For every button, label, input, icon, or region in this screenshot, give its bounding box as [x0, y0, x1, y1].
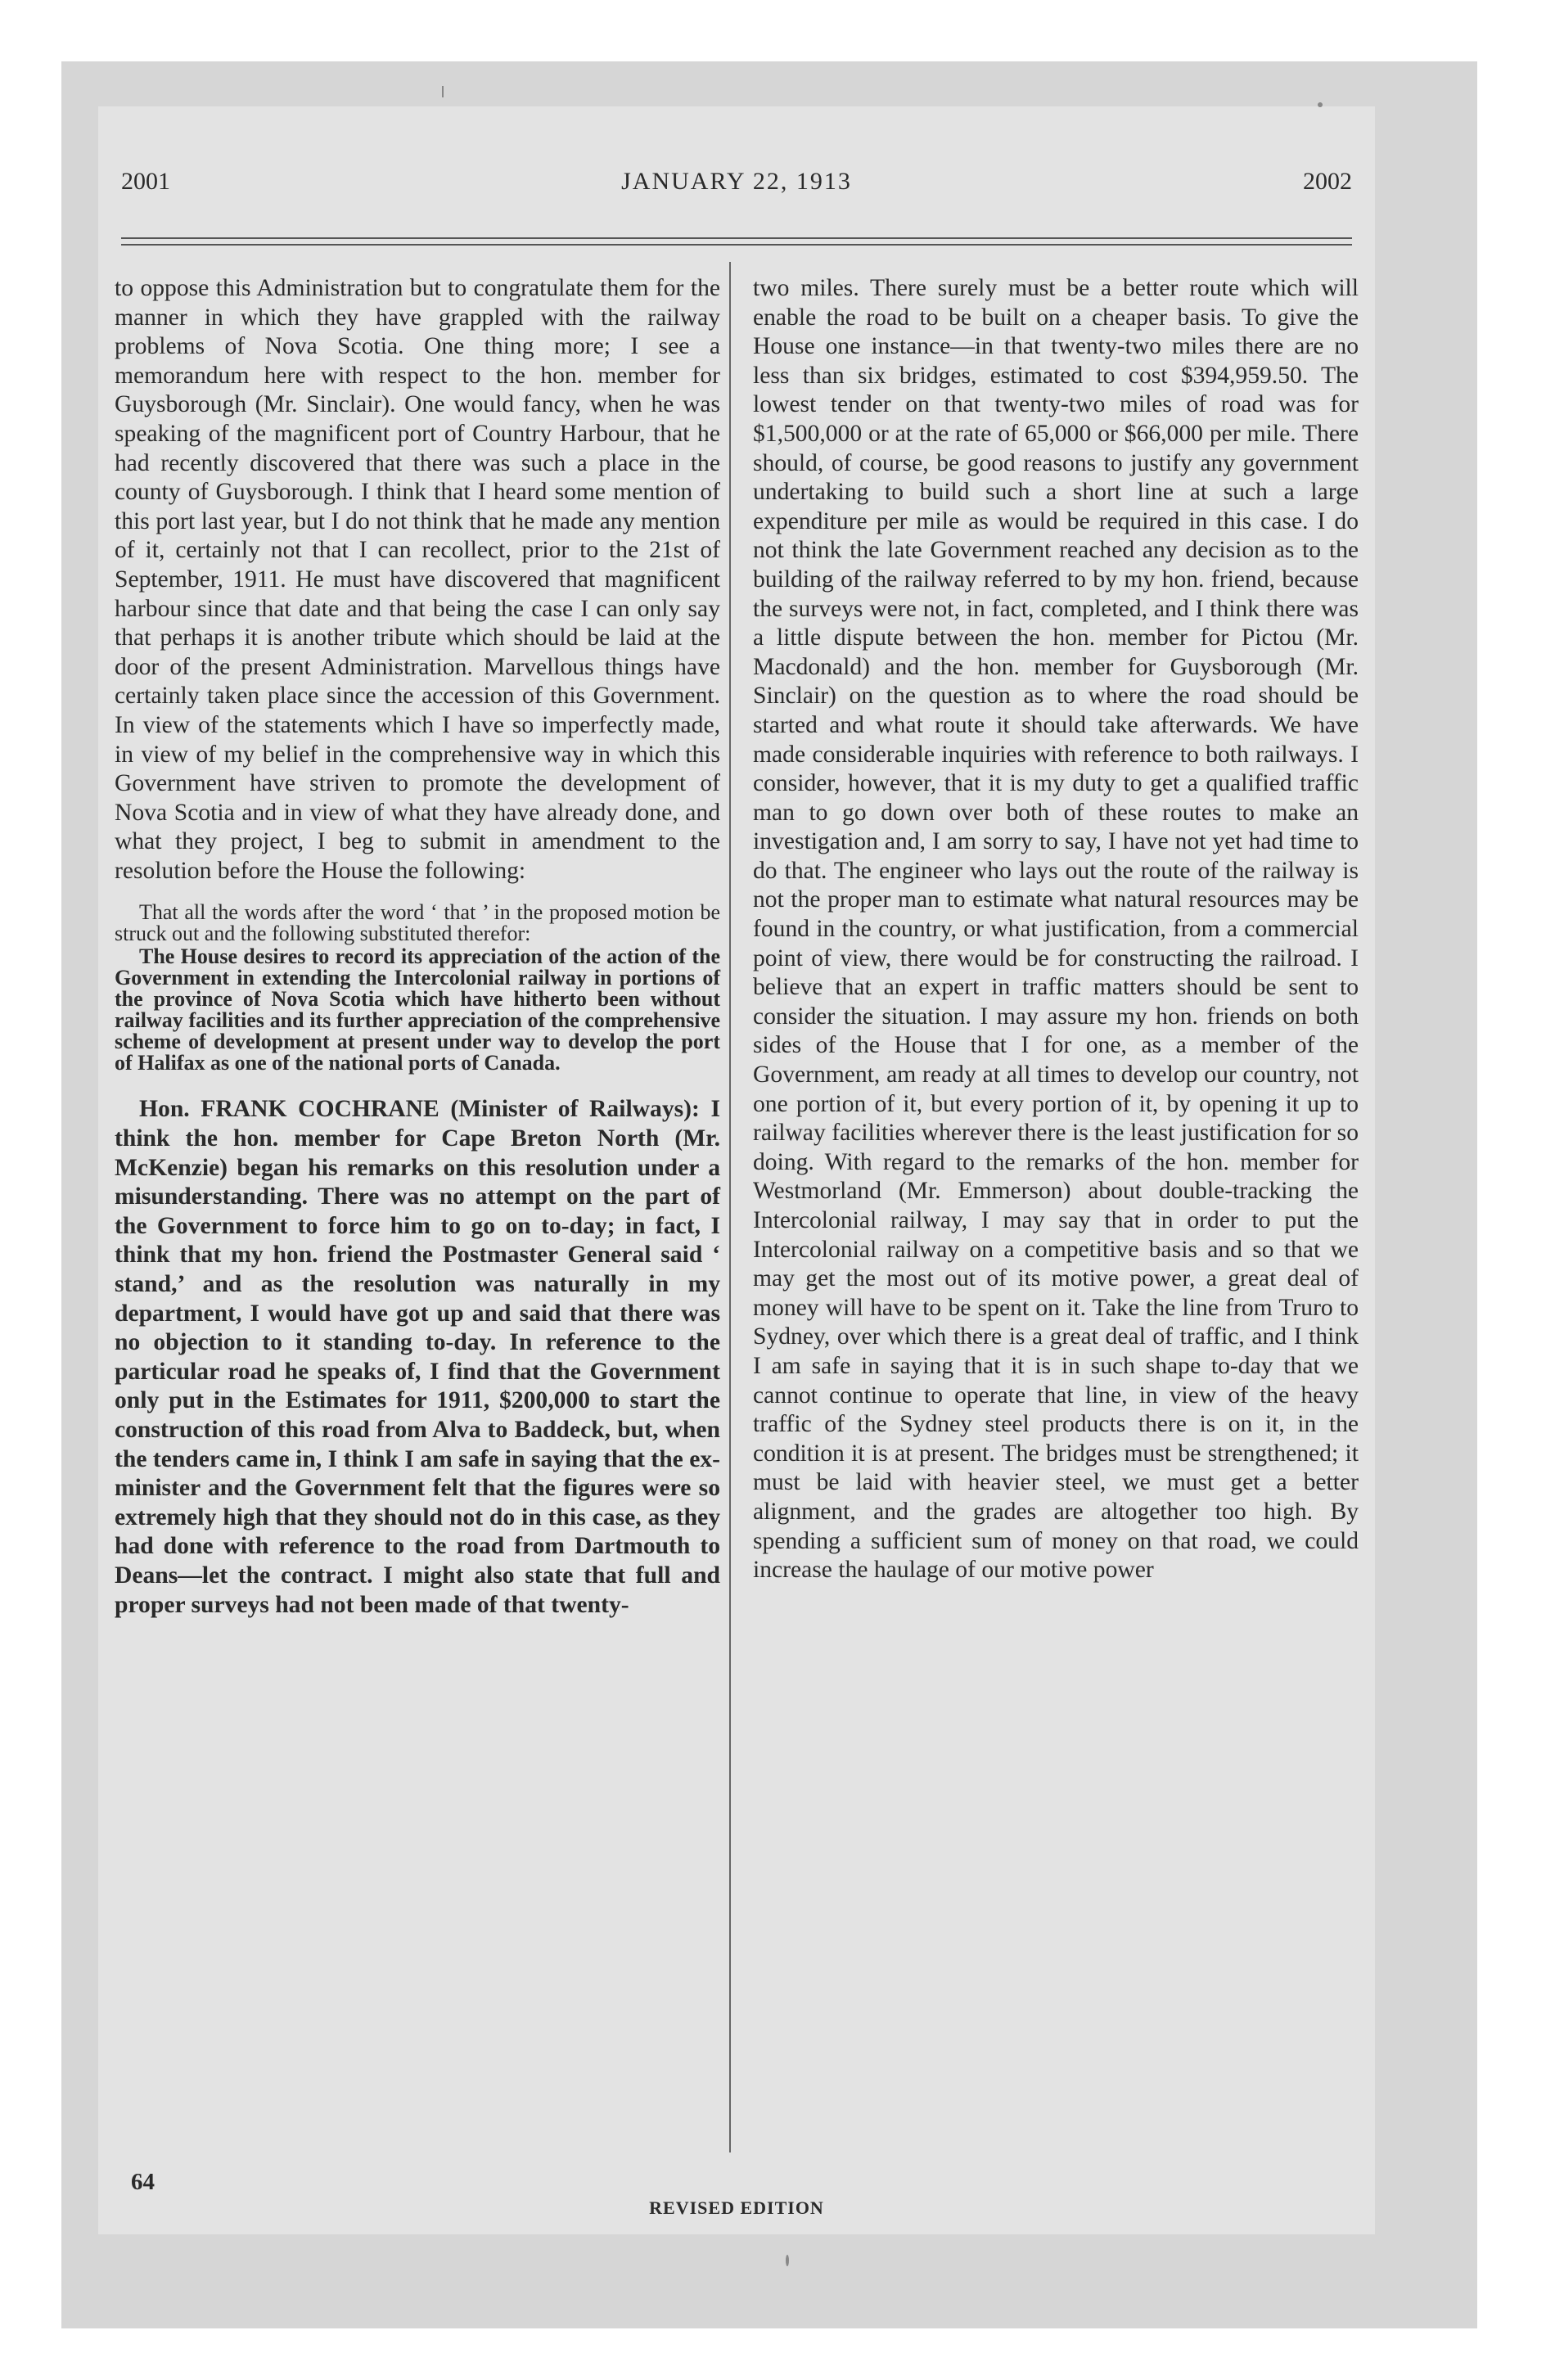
page-number-right: 2002	[1303, 168, 1352, 195]
scan-speck	[786, 2255, 789, 2266]
page-number-left: 2001	[121, 168, 170, 195]
left-column	[115, 274, 720, 1620]
page-header	[98, 168, 1375, 217]
right-column	[753, 274, 1359, 1585]
column-divider	[729, 262, 731, 2152]
amendment-intro: That all the words after the word ‘ that ’ in the proposed motion be struck out and the following substituted therefor:	[115, 900, 720, 946]
sheet-number: 64	[131, 2169, 155, 2195]
left-paragraph: to oppose this Administration but to congratulate them for the manner in which they have grappled with the railway problems of Nova Scotia. One thing more; I see a memorandum here with respect to the hon. member for Guysborough (Mr. Sinclair). One would fancy, when he was speaking of the magnificent port of Country Harbour, that he had recently discovered that there was such a place in the county of Guysborough. I think that I heard some mention of this port last year, but I do not think that he made any mention of it, certainly not that I can recollect, prior to the 21st of September, 1911. He must have discovered that magnificent harbour since that date and that being the case I can only say that perhaps it is another tribute which should be laid at the door of the present Administration. Marvellous things have certainly taken place since the accession of this Government. In view of the statements which I have so imperfectly made, in view of my belief in the comprehensive way in which this Government have striven to promote the development of Nova Scotia and in view of what they have already done, and what they project, I beg to submit in amendment to the resolution before the House the following:	[115, 275, 720, 884]
cochrane-speech: Hon. FRANK COCHRANE (Minister of Railways): I think the hon. member for Cape Breton North (Mr. McKenzie) began his remarks on this resolution under a misunderstanding. There was no attempt on the part of the Government to force him to go on to-day; in fact, I think that my hon. friend the Postmaster General said ‘ stand,’ and as the resolution was naturally in my department, I would have got up and said that there was no objection to it standing to-day. In reference to the particular road he speaks of, I find that the Government only put in the Estimates for 1911, $200,000 to start the construction of this road from Alva to Baddeck, but, when the tenders came in, I think I am safe in saying that the ex-minister and the Government felt that the figures were so extremely high that they should not do in this case, as they had done with reference to the road from Dartmouth to Deans—let the contract. I might also state that full and proper surveys had not been made of that twenty-	[115, 1096, 720, 1618]
edition-label: REVISED EDITION	[649, 2197, 824, 2218]
amendment-text: The House desires to record its appreciation of the action of the Government in extending the Intercolonial railway in portions of the province of Nova Scotia which have hitherto been without railway facilities and its further appreciation of the comprehensive scheme of development at present under way to develop the port of Halifax as one of the national ports of Canada.	[115, 944, 720, 1075]
right-paragraph: two miles. There surely must be a better route which will enable the road to be built on a cheaper basis. To give the House one instance—in that twenty-two miles there are no less than six bridges, estimated to cost $394,959.50. The lowest tender on that twenty-two miles of road was for $1,500,000 or at the rate of 65,000 or $66,000 per mile. There should, of course, be good reasons to justify any government undertaking to build such a short line at such a large expenditure per mile as would be required in this case. I do not think the late Government reached any decision as to the building of the railway referred to by my hon. friend, because the surveys were not, in fact, completed, and I think there was a little dispute between the hon. member for Pictou (Mr. Macdonald) and the hon. member for Guysborough (Mr. Sinclair) on the question as to where the road should be started and what route it should take afterwards. We have made considerable inquiries with reference to both railways. I consider, however, that it is my duty to get a qualified traffic man to go down over both of these routes to make an investigation and, I am sorry to say, I have not yet had time to do that. The engineer who lays out the route of the railway is not the proper man to estimate what natural resources may be found in the country, or what justification, from a commercial point of view, there would be for constructing the railroad. I believe that an expert in traffic matters should be sent to consider the situation. I may assure my hon. friends on both sides of the House that I for one, as a member of the Government, am ready at all times to develop our country, not one portion of it, but every portion of it, by opening it up to railway facilities wherever there is the least justification for so doing. With regard to the remarks of the hon. member for Westmorland (Mr. Emmerson) about double-tracking the Intercolonial railway, I may say that in order to put the Intercolonial railway on a competitive basis and so that we may get the most out of its motive power, a great deal of money will have to be spent on it. Take the line from Truro to Sydney, over which there is a great deal of traffic, and I think I am safe in saying that it is in such shape to-day that we cannot continue to operate that line, in view of the heavy traffic of the Sydney steel products there is on it, in the condition it is at present. The bridges must be strengthened; it must be laid with heavier steel, we must get a better alignment, and the grades are altogether too high. By spending a sufficient sum of money on that road, we could increase the haulage of our motive power	[753, 275, 1359, 1584]
scan-speck	[442, 86, 444, 97]
hansard-page	[98, 106, 1375, 2234]
header-double-rule	[121, 237, 1352, 246]
scan-speck	[1318, 102, 1323, 107]
page-date: JANUARY 22, 1913	[621, 168, 852, 195]
